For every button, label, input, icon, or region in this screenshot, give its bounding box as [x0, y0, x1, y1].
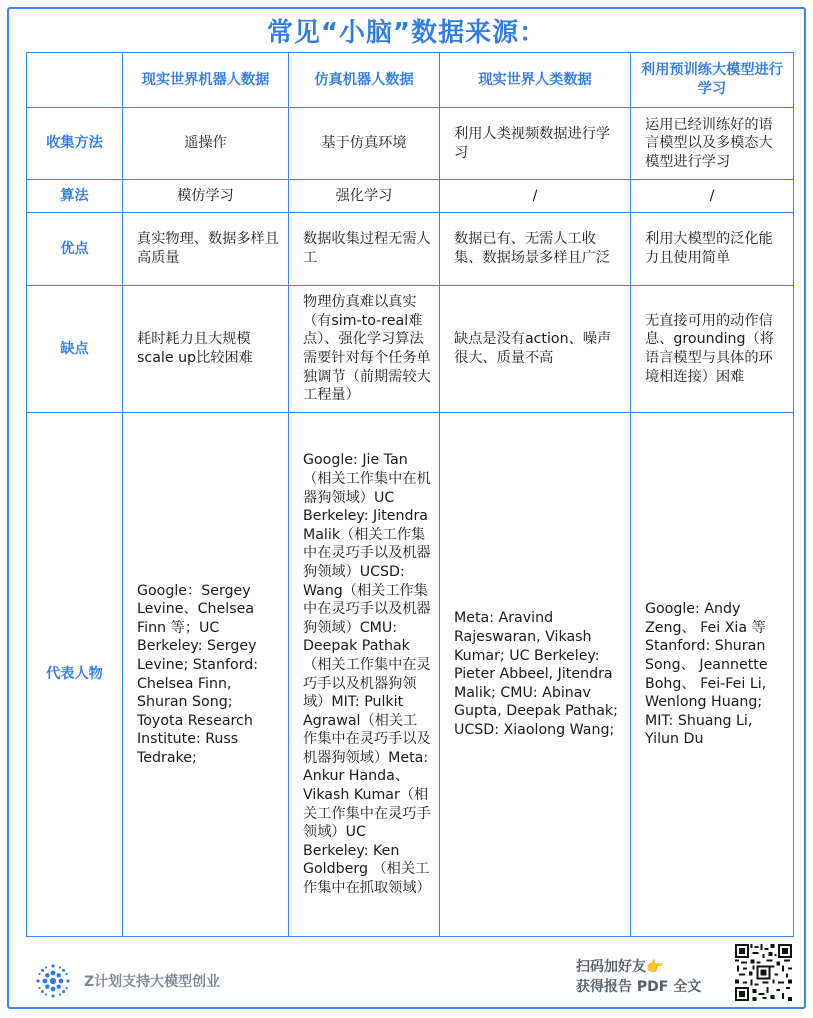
table-cell: Meta: Aravind Rajeswaran, Vikash Kumar; UC Berkeley: Pieter Abbeel, Jitendra Malik; CMU: Abinav Gupta, Deepak Pathak; UCSD: Xiaolong Wang; [440, 413, 631, 937]
cta-line-report: 获得报告 PDF 全文 [576, 979, 702, 995]
cta-line-scan: 扫码加好友👉 [576, 959, 664, 975]
table-cell: 基于仿真环境 [289, 108, 440, 180]
table-cell: 物理仿真难以真实（有sim-to-real难点）、强化学习算法需要针对每个任务单独调节（前期需较大工程量） [289, 286, 440, 413]
row-header-cons: 缺点 [27, 286, 123, 413]
row-header-pros: 优点 [27, 213, 123, 286]
column-header-real-robot: 现实世界机器人数据 [123, 53, 289, 108]
column-header-pretrained-model: 利用预训练大模型进行学习 [631, 53, 794, 108]
table-cell: 无直接可用的动作信息、grounding（将语言模型与具体的环境相连接）困难 [631, 286, 794, 413]
column-header-real-human: 现实世界人类数据 [440, 53, 631, 108]
table-cell: 数据收集过程无需人工 [289, 213, 440, 286]
row-header-algorithm: 算法 [27, 180, 123, 213]
table-header-row [27, 53, 794, 108]
table-row [27, 413, 794, 937]
table-row [27, 286, 794, 413]
table-cell: / [440, 180, 631, 213]
footer-slogan: Z计划支持大模型创业 [84, 974, 221, 990]
table-cell: 运用已经训练好的语言模型以及多模态大模型进行学习 [631, 108, 794, 180]
table-cell: 缺点是没有action、噪声很大、质量不高 [440, 286, 631, 413]
table-row [27, 108, 794, 180]
table-row [27, 180, 794, 213]
table-cell: 数据已有、无需人工收集、数据场景多样且广泛 [440, 213, 631, 286]
table-cell: 利用大模型的泛化能力且使用简单 [631, 213, 794, 286]
table-row [27, 213, 794, 286]
qr-code-icon[interactable] [735, 944, 792, 1001]
data-sources-table [26, 52, 794, 937]
table-cell: 真实物理、数据多样且高质量 [123, 213, 289, 286]
column-header-sim-robot: 仿真机器人数据 [289, 53, 440, 108]
table-cell: / [631, 180, 794, 213]
table-cell: 利用人类视频数据进行学习 [440, 108, 631, 180]
page-title: 常见“小脑”数据来源： [266, 18, 547, 48]
table-cell: 耗时耗力且大规模scale up比较困难 [123, 286, 289, 413]
table-cell: Google: Andy Zeng、 Fei Xia 等 Stanford: Shuran Song、 Jeannette Bohg、 Fei-Fei Li, Wenlong Huang; MIT: Shuang Li, Yilun Du [631, 413, 794, 937]
header-corner [27, 53, 123, 108]
dot-sphere-logo-icon [34, 962, 72, 1000]
table-cell: Google: Jie Tan（相关工作集中在机器狗领域）UC Berkeley: Jitendra Malik（相关工作集中在灵巧手以及机器狗领域）UCSD: Wang（相关工作集中在灵巧手以及机器狗领域）CMU: Deepak Pathak（相关工作集中在灵巧手以及机器狗领域）MIT: Pulkit Agrawal（相关工作集中在灵巧手以及机器狗领域）Meta: Ankur Handa、Vikash Kumar（相关工作集中在灵巧手领域）UC Berkeley: Ken Goldberg （相关工作集中在抓取领域） [289, 413, 440, 937]
footer-cta [576, 957, 726, 997]
table-cell: 模仿学习 [123, 180, 289, 213]
row-header-collection: 收集方法 [27, 108, 123, 180]
table-cell: 强化学习 [289, 180, 440, 213]
row-header-people: 代表人物 [27, 413, 123, 937]
table-cell: Google：Sergey Levine、Chelsea Finn 等；UC Berkeley: Sergey Levine; Stanford: Chelsea Finn, Shuran Song; Toyota Research Institute: Russ Tedrake; [123, 413, 289, 937]
table-cell: 遥操作 [123, 108, 289, 180]
